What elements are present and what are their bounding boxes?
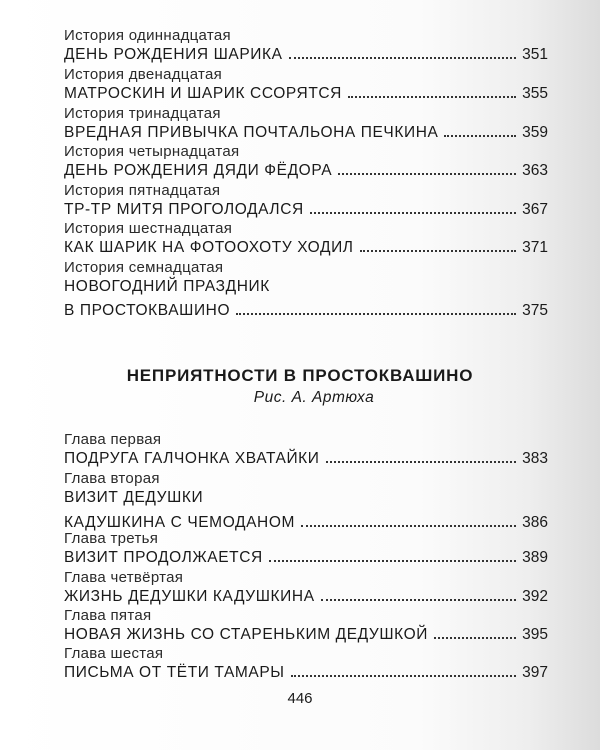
leader-dots: [289, 57, 517, 59]
leader-dots: [326, 461, 517, 463]
entry-row: [64, 625, 548, 645]
entry-row: [64, 123, 548, 143]
entry-page: 359: [522, 124, 548, 141]
entry-row: [64, 84, 548, 104]
entry-kicker: Глава четвёртая: [64, 569, 184, 586]
entry-page: 355: [522, 85, 548, 102]
entry-kicker: История семнадцатая: [64, 259, 224, 276]
entry-kicker: История пятнадцатая: [64, 182, 221, 199]
toc-entry: [64, 259, 548, 321]
entry-row: [64, 663, 548, 683]
entry-page: 392: [522, 588, 548, 605]
entry-title: ЖИЗНЬ ДЕДУШКИ КАДУШКИНА: [64, 588, 315, 605]
leader-dots: [291, 675, 517, 677]
entry-title: В ПРОСТОКВАШИНО: [64, 302, 231, 319]
entry-kicker: История одиннадцатая: [64, 27, 231, 44]
entry-title: ВИЗИТ ПРОДОЛЖАЕТСЯ: [64, 549, 263, 566]
leader-dots: [269, 560, 516, 562]
entry-row: [64, 587, 548, 607]
entry-row: [64, 238, 548, 258]
entry-title: ТР-ТР МИТЯ ПРОГОЛОДАЛСЯ: [64, 201, 304, 218]
entry-kicker: Глава третья: [64, 530, 159, 547]
entry-page: 397: [522, 664, 548, 681]
leader-dots: [310, 212, 516, 214]
entry-kicker: Глава шестая: [64, 645, 164, 662]
entry-row: [64, 161, 548, 181]
toc-entry: [64, 182, 548, 220]
toc-entry: [64, 143, 548, 181]
leader-dots: [444, 135, 516, 137]
entry-title-line1: ВИЗИТ ДЕДУШКИ: [64, 489, 204, 506]
toc-entry: [64, 470, 548, 533]
entry-kicker: История шестнадцатая: [64, 220, 233, 237]
entry-page: 386: [522, 514, 548, 531]
entry-title: НОВАЯ ЖИЗНЬ СО СТАРЕНЬКИМ ДЕДУШКОЙ: [64, 626, 429, 643]
leader-dots: [236, 313, 516, 315]
entry-row: [64, 548, 548, 568]
toc-entry: [64, 66, 548, 104]
section-title: НЕПРИЯТНОСТИ В ПРОСТОКВАШИНО: [126, 366, 474, 385]
entry-page: 367: [522, 201, 548, 218]
toc-entry: [64, 607, 548, 645]
leader-dots: [360, 250, 517, 252]
entry-page: 363: [522, 162, 548, 179]
entry-kicker: История двенадцатая: [64, 66, 223, 83]
entry-page: 395: [522, 626, 548, 643]
entry-title: КАК ШАРИК НА ФОТООХОТУ ХОДИЛ: [64, 239, 354, 256]
entry-kicker: История тринадцатая: [64, 105, 221, 122]
page-number: 446: [287, 690, 313, 707]
toc-entry: [64, 105, 548, 143]
entry-title: ПОДРУГА ГАЛЧОНКА ХВАТАЙКИ: [64, 450, 320, 467]
toc-entry: [64, 220, 548, 258]
leader-dots: [434, 637, 516, 639]
entry-row: [64, 301, 548, 321]
entry-row: [64, 200, 548, 220]
entry-title: ВРЕДНАЯ ПРИВЫЧКА ПОЧТАЛЬОНА ПЕЧКИНА: [64, 124, 439, 141]
section-subtitle: Рис. А. Артюха: [253, 389, 375, 406]
leader-dots: [348, 96, 516, 98]
toc-entry: [64, 530, 548, 568]
entry-row: [64, 45, 548, 65]
leader-dots: [321, 599, 516, 601]
leader-dots: [301, 525, 516, 527]
toc-entry: [64, 431, 548, 469]
entry-title: МАТРОСКИН И ШАРИК ССОРЯТСЯ: [64, 85, 342, 102]
entry-kicker: Глава вторая: [64, 470, 160, 487]
entry-title: ДЕНЬ РОЖДЕНИЯ ДЯДИ ФЁДОРА: [64, 162, 333, 179]
entry-title-line1: НОВОГОДНИЙ ПРАЗДНИК: [64, 278, 270, 295]
entry-kicker: История четырнадцатая: [64, 143, 240, 160]
entry-title: ПИСЬМА ОТ ТЁТИ ТАМАРЫ: [64, 664, 285, 681]
leader-dots: [338, 173, 516, 175]
entry-page: 375: [522, 302, 548, 319]
entry-title: ДЕНЬ РОЖДЕНИЯ ШАРИКА: [64, 46, 283, 63]
toc-entry: [64, 27, 548, 65]
entry-title: КАДУШКИНА С ЧЕМОДАНОМ: [64, 514, 296, 531]
entry-page: 371: [522, 239, 548, 256]
entry-kicker: Глава первая: [64, 431, 162, 448]
entry-page: 383: [522, 450, 548, 467]
entry-kicker: Глава пятая: [64, 607, 152, 624]
entry-page: 351: [522, 46, 548, 63]
toc-entry: [64, 645, 548, 683]
entry-row: [64, 449, 548, 469]
entry-page: 389: [522, 549, 548, 566]
toc-entry: [64, 569, 548, 607]
